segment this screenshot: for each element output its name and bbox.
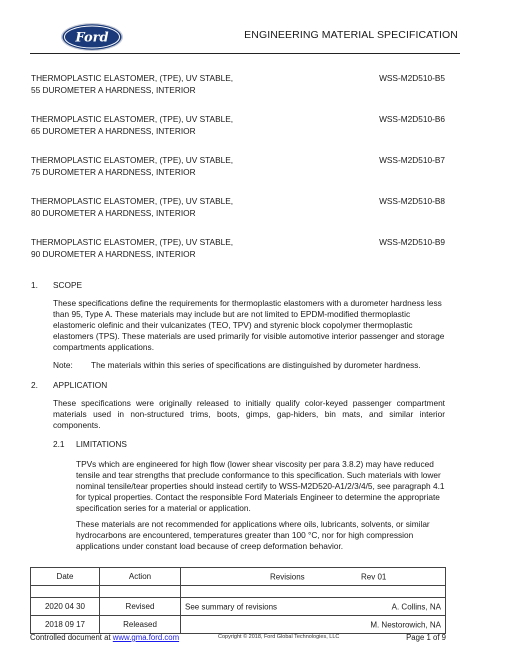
subsection-title: LIMITATIONS [76,439,127,449]
spec-title-line2: 80 DUROMETER A HARDNESS, INTERIOR [31,208,196,218]
spec-title-line1: THERMOPLASTIC ELASTOMER, (TPE), UV STABLE, [31,155,234,165]
row-action: Released [100,616,181,634]
section-title: SCOPE [53,280,83,290]
section-title: APPLICATION [53,380,108,390]
ford-logo [60,22,124,52]
header-rev-number: Rev 01 [361,572,387,581]
spec-entry [31,154,445,178]
footer-copyright: Copyright © 2018, Ford Global Technologies, LLC [218,634,340,640]
header-revisions: Revisions [270,572,305,581]
table-row [31,598,446,616]
spec-title-line2: 55 DUROMETER A HARDNESS, INTERIOR [31,85,196,95]
spec-code: WSS-M2D510-B5 [379,73,445,83]
spec-title-line1: THERMOPLASTIC ELASTOMER, (TPE), UV STABLE, [31,237,234,247]
spec-entry [31,236,445,260]
row-date: 2020 04 30 [31,598,100,616]
row-author: A. Collins, NA [391,602,441,611]
scope-paragraph: These specifications define the requirements for thermoplastic elastomers with a durometer hardness less than 95, Type A. These materials may include but are not limited to EPDM-modified thermoplastic elastomeric olefinic and their vulcanizates (TEO, TPV) and styrenic block copolymer thermoplastic elastomers (TPS). These materials are used primarily for visible automotive interior passenger and storage compartments applications. [53,298,445,352]
row-author: M. Nestorowich, NA [370,620,441,629]
spec-title-line2: 65 DUROMETER A HARDNESS, INTERIOR [31,126,196,136]
row-action: Revised [100,598,181,616]
spec-entry [31,72,445,96]
row-revision-cell [181,598,446,616]
limitations-paragraph-2: These materials are not recommended for applications where oils, lubricants, solvents, or similar hydrocarbons are encountered, temperatures greater than 100 °C, nor for high compression applications under constant load because of creep deformation behavior. [76,519,430,551]
table-header-row [31,568,446,586]
note-label: Note: [53,360,73,370]
document-title: ENGINEERING MATERIAL SPECIFICATION [244,29,458,41]
header-revisions-cell [181,568,446,586]
spec-title-line1: THERMOPLASTIC ELASTOMER, (TPE), UV STABLE, [31,196,234,206]
table-spacer-row [31,586,446,598]
table-row [31,616,446,634]
spec-title-line1: THERMOPLASTIC ELASTOMER, (TPE), UV STABLE, [31,73,234,83]
limitations-paragraph-1: TPVs which are engineered for high flow (lower shear viscosity per para 3.8.2) may have reduced tensile and tear strengths that preclude conformance to this specification. Such materials with lower nominal tensile/tear properties should instead certify to WSS-M2D520-A1/2/3/4/5, see paragraph 4.1 for typical properties. Contact the responsible Ford Materials Engineer to determine the appropriate specification series for a material or application. [76,459,445,513]
spec-code: WSS-M2D510-B7 [379,155,445,165]
subsection-number: 2.1 [53,439,65,449]
footer-page-number: Page 1 of 9 [406,633,446,642]
spec-title-line1: THERMOPLASTIC ELASTOMER, (TPE), UV STABLE, [31,114,234,124]
row-revision-cell [181,616,446,634]
row-description: See summary of revisions [185,602,278,611]
footer-controlled-document [30,633,179,642]
footer-prefix: Controlled document at [30,633,111,642]
header-action: Action [100,568,181,586]
header-divider [30,53,460,54]
spec-code: WSS-M2D510-B9 [379,237,445,247]
spec-title-line2: 90 DUROMETER A HARDNESS, INTERIOR [31,249,196,259]
section-number: 2. [31,380,38,390]
revision-table [30,567,446,634]
spec-entry [31,113,445,137]
section-number: 1. [31,280,38,290]
spec-code: WSS-M2D510-B8 [379,196,445,206]
row-date: 2018 09 17 [31,616,100,634]
gma-link[interactable]: www.gma.ford.com [112,633,180,642]
note-text: The materials within this series of specifications are distinguished by durometer hardness. [91,360,421,370]
spec-entry [31,195,445,219]
application-paragraph: These specifications were originally released to initially qualify color-keyed passenger compartment materials used in non-structured trims, boots, gimps, gap-hiders, bin mats, and similar interior components. [53,398,445,430]
header-date: Date [31,568,100,586]
spec-code: WSS-M2D510-B6 [379,114,445,124]
spec-title-line2: 75 DUROMETER A HARDNESS, INTERIOR [31,167,196,177]
logo-text: Ford [75,30,109,46]
